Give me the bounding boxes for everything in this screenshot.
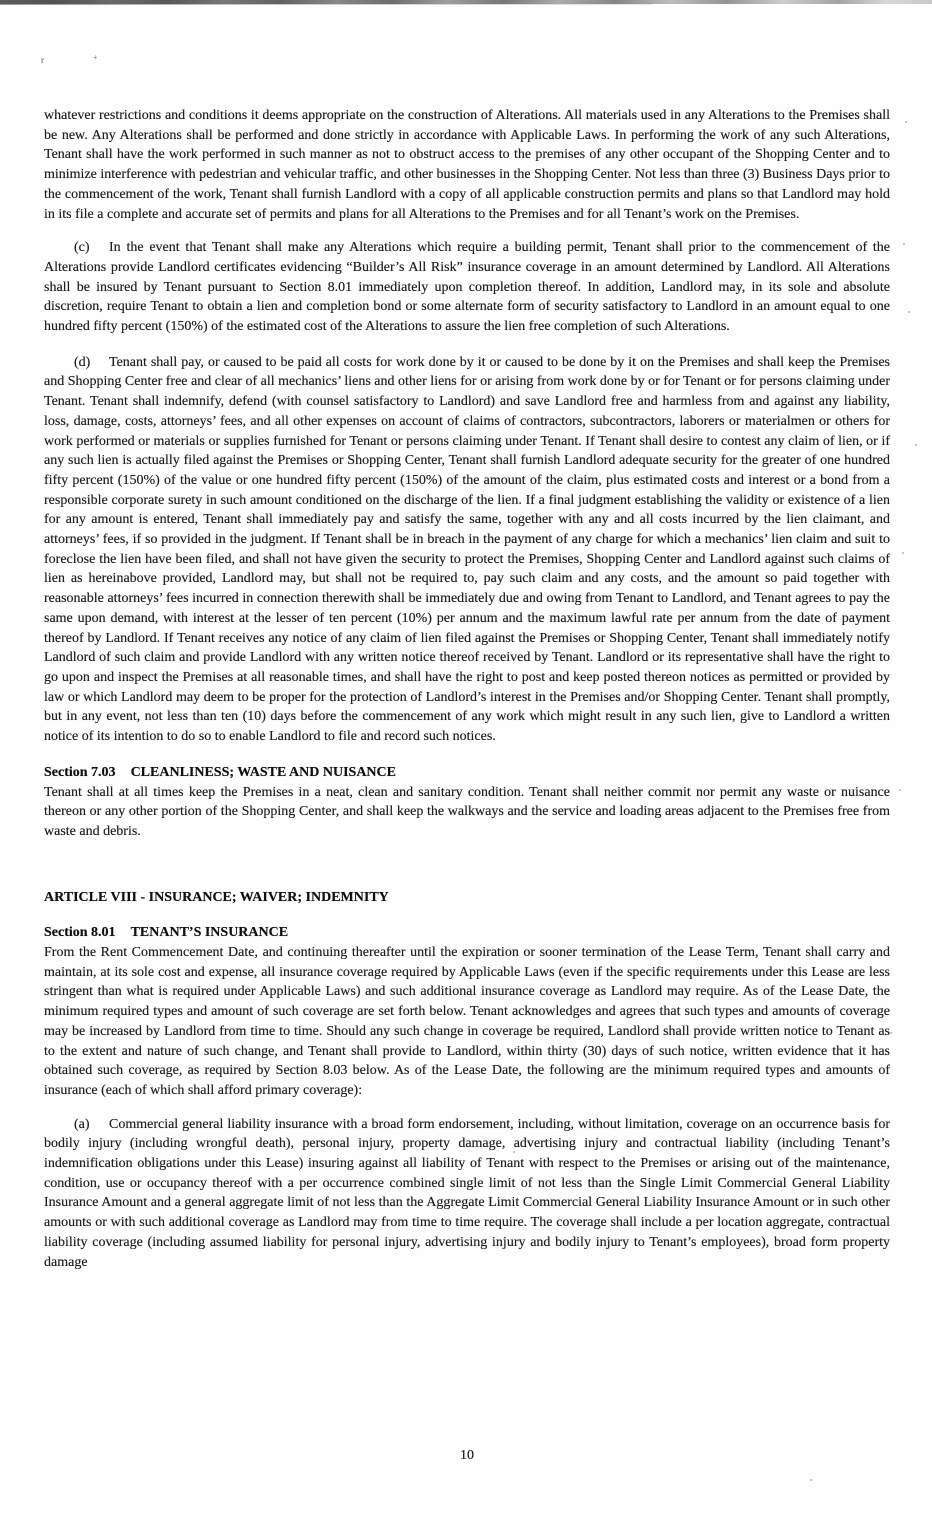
paragraph-a-text: Commercial general liability insurance with a broad form endorsement, including, without limitation, coverage on an occurrence basis for bodily injury (including wrongful death), personal injury, property damage, advertising injury and contractual liability (including Tenant’s indemnification obligations under this Lease) insuring against all liability of Tenant with respect to the Premises or arising out of the maintenance, condition, use or occupancy thereof with a per occurrence combined single limit of not less than the Single Limit Commercial General Liability Insurance Amount and a general aggregate limit of not less than the Aggregate Limit Commercial General Liability Insurance Amount or in such other amounts or with such additional coverage as Landlord may from time to time require. The coverage shall include a per location aggregate, contractual liability coverage (including assumed liability for personal injury, advertising injury and bodily injury to Tenant’s employees), broad form property damage (44, 1116, 890, 1270)
document-body (44, 106, 890, 1272)
scan-speck (908, 311, 910, 313)
scan-speck (903, 243, 905, 245)
scan-speck (810, 1479, 812, 1481)
scan-artifact-mark-right: + (93, 53, 98, 62)
section-8-01-heading (44, 923, 890, 943)
scan-artifact-mark-left: r (41, 55, 44, 65)
article-viii-title: ARTICLE VIII - INSURANCE; WAIVER; INDEMNITY (44, 889, 389, 905)
paragraph-c-text: In the event that Tenant shall make any Alterations which require a building permit, Tenant shall prior to the commencement of the Alterations provide Landlord certificates evidencing “Builder’s All Risk” insurance coverage in an amount determined by Landlord. All Alterations shall be insured by Tenant pursuant to Section 8.01 immediately upon completion thereof. In addition, Landlord may, in its sole and absolute discretion, require Tenant to obtain a lien and completion bond or some alternate form of security satisfactory to Landlord in an amount equal to one hundred fifty percent (150%) of the estimated cost of the Alterations to assure the lien free completion of such Alterations. (44, 240, 890, 335)
scan-speck (890, 1032, 892, 1034)
scan-speck (902, 552, 904, 554)
section-8-01-paragraph (44, 943, 890, 1101)
section-7-03-text: Tenant shall at all times keep the Premises in a neat, clean and sanitary condition. Tenant shall neither commit nor permit any waste or nuisance thereon or any other portion of the Shopping Center, and shall keep the walkways and the service and loading areas adjacent to the Premises free from waste and debris. (44, 784, 890, 839)
section-8-01-title: TENANT’S INSURANCE (130, 925, 289, 941)
paragraph-a (44, 1115, 890, 1273)
paragraph-d-text: Tenant shall pay, or caused to be paid all costs for work done by it or caused to be done by it on the Premises and shall keep the Premises and Shopping Center free and clear of all mechanics’ liens and other liens for or arising from work done by or for Tenant or for persons claiming under Tenant. Tenant shall indemnify, defend (with counsel satisfactory to Landlord) and save Landlord free and harmless from and against any liability, loss, damage, costs, attorneys’ fees, and all other expenses on account of claims of contractors, subcontractors, laborers or materialmen or others for work performed or materials or supplies furnished for Tenant or persons claiming under Tenant. If Tenant shall desire to contest any claim of lien, or if any such lien is actually filed against the Premises or Shopping Center, Tenant shall furnish Landlord adequate security for the greater of one hundred fifty percent (150%) of the value or one hundred fifty percent (150%) of the amount of the claim, plus estimated costs and interest or a bond from a responsible corporate surety in such amount conditioned on the discharge of the lien. If a final judgment establishing the validity or existence of a lien for any amount is entered, Tenant shall immediately pay and satisfy the same, together with any and all costs incurred by the lien claimant, and attorneys’ fees, if so provided in the judgment. If Tenant shall be in breach in the payment of any charge for which a mechanics’ lien claim and suit to foreclose the lien have been filed, and shall not have given the security to protect the Premises, Shopping Center and Landlord against such claims of lien as hereinabove provided, Landlord may, but shall not be required to, pay such claim and any costs, and the amount so paid together with reasonable attorneys’ fees incurred in connection therewith shall be immediately due and owing from Tenant to Landlord, and Tenant agrees to pay the same upon demand, with interest at the lesser of ten percent (10%) per annum and the maximum lawful rate per annum from the date of payment thereof by Landlord. If Tenant receives any notice of any claim of lien filed against the Premises or Shopping Center, Tenant shall immediately notify Landlord of such claim and provide Landlord with any written notice thereof received by Tenant. Landlord or its representative shall have the right to go upon and inspect the Premises at all reasonable times, and shall have the right to post and keep posted thereon notices as permitted or provided by law or which Landlord may deem to be proper for the protection of Landlord’s interest in the Premises and/or Shopping Center. Tenant shall promptly, but in any event, not less than ten (10) days before the commencement of any work which might result in any such lien, give to Landlord a written notice of its intention to do so to enable Landlord to file and record such notices. (44, 354, 890, 745)
scan-noise-bar-shadow (0, 4, 652, 5)
scan-speck (915, 444, 917, 446)
paragraph-c (44, 238, 890, 337)
section-7-03-paragraph (44, 783, 890, 842)
paragraph-d (44, 353, 890, 747)
section-7-03-label: Section 7.03 (44, 764, 116, 780)
intro-paragraph-text: whatever restrictions and conditions it deems appropriate on the construction of Alterations. All materials used in any Alterations to the Premises shall be new. Any Alterations shall be performed and done strictly in accordance with Applicable Laws. In performing the work of any such Alterations, Tenant shall have the work performed in such manner as not to obstruct access to the premises of any other occupant of the Shopping Center and to minimize interference with pedestrian and vehicular traffic, and other businesses in the Shopping Center. Not less than three (3) Business Days prior to the commencement of the work, Tenant shall furnish Landlord with a copy of all applicable construction permits and plans so that Landlord may hold in its file a complete and accurate set of permits and plans for all Alterations to the Premises and for all Tenant’s work on the Premises. (44, 108, 890, 222)
section-7-03-heading (44, 763, 890, 783)
section-8-01-label: Section 8.01 (44, 925, 116, 941)
section-8-01-text: From the Rent Commencement Date, and continuing thereafter until the expiration or sooner termination of the Lease Term, Tenant shall carry and maintain, at its sole cost and expense, all insurance coverage required by Applicable Laws (even if the specific requirements under this Lease are less stringent than what is required under Applicable Laws) and such additional insurance coverage as Landlord may require. As of the Lease Date, the minimum required types and amount of such coverage are set forth below. Tenant acknowledges and agrees that such types and amounts of coverage may be increased by Landlord from time to time. Should any such change in coverage be required, Landlord shall provide written notice to Tenant as to the extent and nature of such change, and Tenant shall provide to Landlord, within thirty (30) days of such notice, written evidence that it has obtained such coverage, as required by Section 8.03 below. As of the Lease Date, the following are the minimum required types and amounts of insurance (each of which shall afford primary coverage): (44, 945, 890, 1098)
paragraph-d-label: (d) (74, 354, 91, 370)
paragraph-c-label: (c) (74, 240, 90, 256)
paragraph-a-label: (a) (74, 1116, 90, 1132)
article-viii-heading (44, 888, 890, 908)
page-number: 10 (460, 1448, 474, 1463)
scan-speck (905, 121, 907, 123)
scan-speck (899, 789, 901, 791)
section-7-03-title: CLEANLINESS; WASTE AND NUISANCE (130, 764, 396, 780)
intro-paragraph (44, 106, 890, 224)
